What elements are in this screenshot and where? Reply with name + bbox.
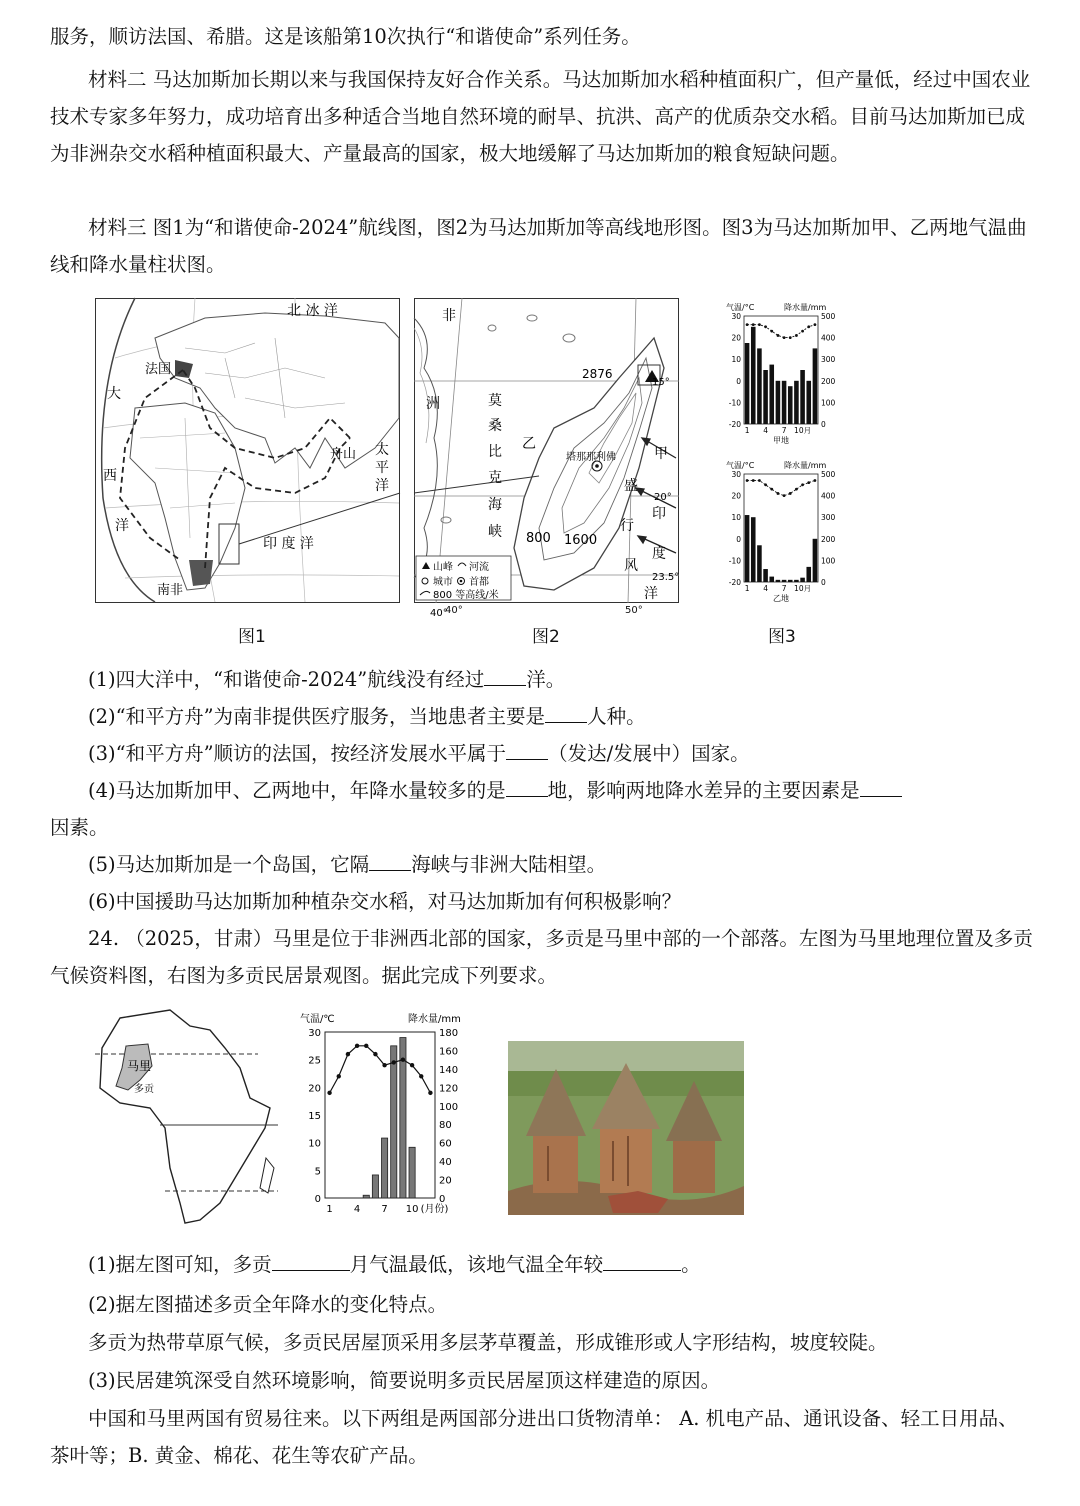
jia-chart-precip-bar [813, 348, 818, 424]
jia-chart-month-tick: 4 [763, 426, 768, 435]
jia-chart-title: 甲地 [773, 436, 789, 445]
fig1-label-north-ocean: 北 冰 洋 [287, 303, 338, 319]
jia-chart-precip-bar [745, 343, 750, 424]
question-24-intro: 24. （2025，甘肃）马里是位于非洲西北部的国家，多贡是马里中部的一个部落。左图为马里地理位置及多贡气候资料图，右图为多贡民居景观图。据此完成下列要求。 [50, 927, 1033, 987]
question-2: (2)“和平方舟”为南非提供医疗服务，当地患者主要是 人种。 [88, 698, 646, 735]
duogong-temp-point [401, 1057, 405, 1061]
legend-peak: 山峰 [433, 562, 453, 573]
jia-chart-precip-bar [776, 381, 781, 424]
yi-chart-precip-tick: 300 [821, 513, 836, 523]
jia-chart-temp-point [814, 323, 817, 326]
yi-chart-temp-point [807, 481, 810, 484]
jia-chart-precip-bar [757, 348, 762, 424]
jia-chart-precip-bar [788, 386, 793, 424]
question-24-text: 多贡为热带草原气候，多贡民居屋顶采用多层茅草覆盖，形成锥形或人字形结构，坡度较陡。 [88, 1331, 888, 1354]
jia-chart-temp-point [801, 330, 804, 333]
jia-chart-precip-tick: 200 [821, 376, 836, 386]
jia-chart-precip-tick: 400 [821, 333, 836, 343]
jia-chart-precip-tick: 0 [821, 420, 826, 429]
answer-blank-5[interactable] [369, 848, 411, 871]
yi-chart-precip-bar [806, 567, 811, 582]
material-three: 材料三 图1为“和谐使命-2024”航线图，图2为马达加斯加等高线地形图。图3为马达加斯加甲、乙两地气温曲线和降水量柱状图。 [50, 216, 1027, 276]
yi-chart-title: 乙地 [773, 594, 789, 603]
trade-text: 中国和马里两国有贸易往来。以下两组是两国部分进出口货物清单： A. 机电产品、通讯设备、轻工日用品、茶叶等；B. 黄金、棉花、花生等农矿产品。 [50, 1407, 1018, 1467]
yi-chart-month-tick: 7 [781, 584, 787, 593]
duogong-temp-tick: 15 [308, 1111, 321, 1122]
fig1-label-france: 法国 [145, 362, 172, 377]
material-two: 材料二 马达加斯加长期以来与我国保持友好合作关系。马达加斯加水稻种植面积广，但产量低，经过中国农业技术专家多年努力，成功培育出多种适合当地自然环境的耐旱、抗洪、高产的优质杂交水稻。目前马达加斯加已成为非洲杂交水稻种植面积最大、产量最高的国家，极大地缓解了马达加斯加的粮食短缺问题。 [50, 68, 1031, 165]
yi-chart-precip-bar [788, 580, 793, 582]
jia-chart-temp-point [783, 336, 786, 339]
question-4: (4)马达加斯加甲、乙两地中，年降水量较多的是 地，影响两地降水差异的主要因素是 [88, 772, 902, 809]
fig2-label-fei: 非 [442, 308, 456, 324]
jia-chart-month-tick: 1 [744, 426, 750, 435]
answer-blank-3[interactable] [506, 737, 548, 760]
duogong-dwelling-photo [508, 1041, 744, 1215]
duogong-month-tick: 7 [381, 1204, 388, 1215]
jia-chart-precip-tick: 500 [821, 312, 836, 321]
yi-chart-precip-bar [757, 545, 762, 582]
fig2-label-moz-2: 桑 [488, 418, 502, 434]
duogong-month-unit: (月份) [420, 1204, 449, 1215]
jia-chart-precip-bar [806, 381, 811, 424]
yi-chart-temp-point [752, 479, 755, 482]
yi-chart-temp-point [777, 492, 780, 495]
jia-chart-temp-point [752, 323, 755, 326]
yi-chart-precip-bar [782, 580, 787, 582]
duogong-precip-bar [382, 1138, 388, 1198]
figure-2-caption: 图2 [532, 627, 560, 647]
yi-chart-temp-tick: -20 [728, 578, 741, 587]
fig1-label-pacific-3: 洋 [375, 478, 389, 494]
fig2-label-moz-1: 莫 [488, 393, 502, 409]
fig2-label-zhou: 洲 [426, 396, 440, 412]
legend-river: 河流 [469, 562, 489, 573]
fig2-label-c1600: 1600 [564, 533, 598, 548]
duogong-precip-tick: 120 [439, 1083, 459, 1095]
legend-city: 城市 [433, 577, 453, 588]
fig2-label-moz-4: 克 [488, 470, 502, 486]
jia-chart-temp-point [795, 334, 798, 337]
yi-chart-precip-tick: 200 [821, 534, 836, 544]
jia-chart-month-tick: 7 [781, 426, 787, 435]
fig1-label-yang: 洋 [115, 518, 129, 534]
mali-label: 马里 [127, 1059, 152, 1073]
jia-chart-temp-tick: 30 [731, 312, 741, 321]
yi-chart-precip-tick: 500 [821, 470, 836, 479]
yi-chart-temp-point [789, 492, 792, 495]
yi-chart-precip-bar [776, 580, 781, 582]
answer-blank-2[interactable] [545, 700, 587, 723]
duogong-month-tick: 4 [353, 1204, 361, 1215]
duogong-month-tick: 1 [326, 1204, 333, 1215]
fig2-label-ocean-3: 洋 [644, 586, 658, 602]
fig2-label-lat23: 23.5° [652, 572, 680, 583]
yi-chart-precip-tick: 0 [821, 578, 826, 587]
fig1-label-pacific-2: 平 [375, 460, 389, 476]
fig2-label-c800: 800 [526, 531, 551, 546]
figure-1-caption: 图1 [238, 627, 266, 647]
fig2-label-capital: 塔那那利佛 [566, 452, 616, 463]
yi-chart-temp-point [814, 479, 817, 482]
duogong-temp-tick: 20 [308, 1083, 321, 1095]
answer-blank-24-1a[interactable] [272, 1248, 350, 1271]
duogong-label: 多贡 [134, 1084, 154, 1095]
jia-chart-temp-tick: 0 [736, 376, 741, 386]
question-24-1: (1)据左图可知，多贡 月气温最低，该地气温全年较 。 [88, 1246, 701, 1283]
question-4-cont: 因素。 [50, 816, 109, 839]
duogong-climate-chart [300, 1008, 475, 1230]
duogong-precip-label: 降水量/mm [408, 1014, 461, 1025]
fig1-label-pacific-1: 太 [375, 442, 389, 458]
fig2-label-moz-6: 峡 [488, 524, 502, 540]
duogong-precip-tick: 100 [439, 1101, 459, 1113]
fig1-label-zhoushan: 舟山 [330, 447, 357, 462]
yi-chart-month-tick: 4 [763, 584, 768, 593]
jia-chart-precip-bar [751, 327, 756, 424]
answer-blank-1[interactable] [484, 663, 526, 686]
intro-line: 服务，顺访法国、希腊。这是该船第10次执行“和谐使命”系列任务。 [50, 25, 641, 48]
duogong-temp-tick: 30 [308, 1028, 321, 1039]
yi-chart-precip-label: 降水量/mm [784, 461, 827, 470]
duogong-precip-tick: 0 [439, 1194, 446, 1205]
jia-chart-month-tick: 10月 [794, 426, 812, 435]
fig2-label-wind-2: 行 [620, 518, 634, 534]
jia-chart-temp-label: 气温/°C [726, 303, 755, 312]
jia-chart-temp-point [764, 325, 767, 328]
duogong-temp-point [392, 1060, 396, 1064]
duogong-temp-tick: 0 [314, 1194, 321, 1205]
duogong-temp-label: 气温/℃ [300, 1014, 335, 1025]
yi-chart-precip-bar [751, 517, 756, 582]
fig2-label-yi: 乙 [522, 436, 536, 452]
yi-chart-temp-label: 气温/°C [726, 461, 755, 470]
yi-chart-month-tick: 1 [744, 584, 750, 593]
yi-chart-temp-point [758, 479, 761, 482]
yi-chart-temp-point [746, 479, 749, 482]
fig2-label-wind-1: 盛 [624, 478, 638, 494]
jia-chart-temp-tick: -20 [728, 420, 741, 429]
yi-chart-precip-tick: 100 [821, 556, 836, 566]
figure-1-route-map [95, 298, 400, 603]
fig2-label-jia: 甲 [654, 446, 668, 462]
fig1-label-south-africa: 南非 [157, 583, 184, 598]
duogong-precip-tick: 160 [439, 1046, 459, 1058]
question-3: (3)“和平方舟”顺访的法国，按经济发展水平属于 （发达/发展中）国家。 [88, 735, 750, 772]
duogong-temp-tick: 25 [308, 1055, 321, 1067]
question-5: (5)马达加斯加是一个岛国，它隔 海峡与非洲大陆相望。 [88, 846, 606, 883]
yi-chart-temp-tick: 20 [731, 491, 741, 501]
yi-chart-temp-tick: 30 [731, 470, 741, 479]
yi-chart-temp-tick: 10 [731, 513, 741, 523]
answer-blank-4b[interactable] [860, 774, 902, 797]
duogong-precip-tick: 180 [439, 1028, 459, 1039]
yi-chart-precip-bar [800, 578, 805, 582]
jia-chart-precip-bar [769, 365, 774, 424]
jia-chart-temp-point [777, 334, 780, 337]
fig2-label-peak: 2876 [582, 367, 613, 381]
fig2-lon50: 50° [625, 605, 643, 616]
fig2-label-ocean-2: 度 [652, 546, 666, 562]
duogong-precip-tick: 140 [439, 1064, 459, 1076]
duogong-temp-point [327, 1091, 331, 1095]
question-24-2: (2)据左图描述多贡全年降水的变化特点。 [88, 1293, 448, 1316]
duogong-frame [325, 1032, 435, 1198]
fig1-label-indian-ocean: 印 度 洋 [263, 536, 314, 552]
question-6: (6)中国援助马达加斯加种植杂交水稻，对马达加斯加有何积极影响？ [88, 890, 682, 913]
figure-3-caption: 图3 [768, 627, 796, 647]
yi-chart-month-tick: 10月 [794, 584, 812, 593]
fig2-label-ocean-1: 印 [652, 506, 666, 522]
duogong-precip-bar [409, 1147, 415, 1198]
answer-blank-4a[interactable] [506, 774, 548, 797]
jia-chart-precip-bar [763, 370, 768, 424]
mali-location-map [90, 1008, 285, 1230]
legend-contour: 800 等高线/米 [433, 590, 499, 601]
question-1: (1)四大洋中，“和谐使命-2024”航线没有经过 洋。 [88, 661, 565, 698]
duogong-precip-bar [372, 1175, 378, 1198]
duogong-temp-point [373, 1052, 377, 1056]
yi-chart-precip-bar [769, 577, 774, 582]
fig2-label-lat15: 15° [652, 377, 670, 388]
jia-chart-temp-point [746, 323, 749, 326]
jia-chart-precip-tick: 100 [821, 398, 836, 408]
answer-blank-24-1b[interactable] [603, 1248, 681, 1271]
duogong-precip-bar [363, 1195, 369, 1198]
duogong-precip-tick: 60 [439, 1138, 452, 1150]
jia-chart-precip-label: 降水量/mm [784, 303, 827, 312]
duogong-precip-tick: 80 [439, 1120, 452, 1132]
fig2-label-moz-3: 比 [488, 444, 502, 460]
fig2-label-wind-3: 风 [624, 558, 638, 574]
fig1-label-xi: 西 [103, 468, 117, 484]
yi-chart-precip-bar [745, 515, 750, 582]
jia-chart-precip-tick: 300 [821, 355, 836, 365]
fig2-label-lon40: 40° [430, 608, 448, 619]
jia-chart-temp-tick: -10 [728, 398, 741, 408]
question-24-3: (3)民居建筑深受自然环境影响，简要说明多贡民居屋顶这样建造的原因。 [88, 1369, 721, 1392]
jia-chart-temp-point [789, 336, 792, 339]
yi-chart-temp-tick: 0 [736, 534, 741, 544]
yi-chart-temp-point [801, 483, 804, 486]
yi-chart-temp-point [764, 483, 767, 486]
duogong-temp-point [346, 1052, 350, 1056]
jia-chart-temp-tick: 20 [731, 333, 741, 343]
duogong-temp-point [355, 1044, 359, 1048]
yi-chart-precip-bar [813, 539, 818, 582]
yi-chart-precip-bar [763, 569, 768, 582]
duogong-precip-bar [391, 1046, 397, 1198]
figure-3-climate-charts [722, 298, 842, 618]
yi-chart-temp-point [770, 488, 773, 491]
jia-chart-precip-bar [782, 381, 787, 424]
jia-chart-temp-tick: 10 [731, 355, 741, 365]
fig2-lon40: 40° [445, 605, 463, 616]
duogong-month-tick: 10 [405, 1204, 419, 1215]
legend-capital: 首都 [469, 577, 489, 588]
yi-chart-temp-tick: -10 [728, 556, 741, 566]
duogong-precip-tick: 40 [439, 1157, 452, 1169]
jia-chart-precip-bar [794, 381, 799, 424]
duogong-temp-point [419, 1074, 423, 1078]
jia-chart-precip-bar [800, 370, 805, 424]
duogong-temp-point [410, 1063, 414, 1067]
jia-chart-temp-point [770, 330, 773, 333]
duogong-temp-point [337, 1074, 341, 1078]
duogong-precip-tick: 20 [439, 1175, 452, 1187]
yi-chart-precip-tick: 400 [821, 491, 836, 501]
fig1-label-da: 大 [107, 386, 121, 402]
fig2-label-lat20: 20° [654, 492, 672, 503]
jia-chart-temp-point [807, 325, 810, 328]
yi-chart-temp-point [795, 488, 798, 491]
duogong-temp-point [364, 1044, 368, 1048]
jia-chart-temp-point [758, 323, 761, 326]
yi-chart-temp-point [783, 494, 786, 497]
duogong-temp-point [428, 1091, 432, 1095]
yi-chart-precip-bar [794, 580, 799, 582]
duogong-temp-point [382, 1063, 386, 1067]
fig2-label-moz-5: 海 [488, 497, 502, 513]
duogong-temp-tick: 5 [314, 1166, 321, 1178]
duogong-temp-tick: 10 [308, 1138, 321, 1150]
